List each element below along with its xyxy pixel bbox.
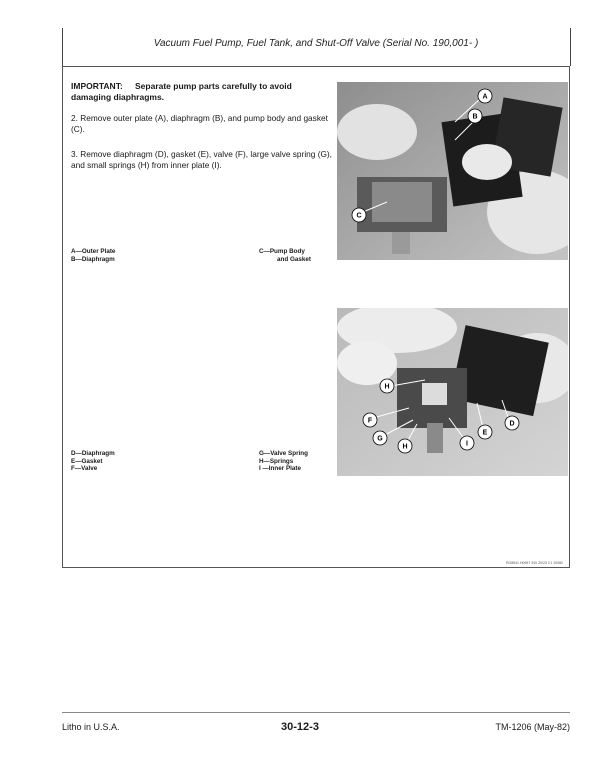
legend-item: D—Diaphragm — [71, 450, 115, 457]
photo-outer-plate-removal — [337, 82, 568, 260]
legend-item: C—Pump Body — [259, 248, 305, 255]
callout-h-lower: H — [402, 443, 408, 451]
legend-bottom-left — [71, 450, 115, 473]
page-header-title: Vacuum Fuel Pump, Fuel Tank, and Shut-Off Valve (Serial No. 190,001- ) — [153, 38, 479, 49]
manual-id: TM-1206 (May-82) — [495, 722, 570, 732]
callout-b: B — [472, 113, 478, 121]
legend-top-left — [71, 248, 115, 263]
callout-d: D — [509, 420, 515, 428]
legend-item: A—Outer Plate — [71, 248, 116, 255]
callout-g: G — [377, 435, 383, 443]
callout-f: F — [367, 417, 373, 425]
legend-item: and Gasket — [277, 255, 311, 263]
step-2: 2. Remove outer plate (A), diaphragm (B), and pump body and gasket (C). — [71, 113, 328, 134]
photo-2-callouts — [337, 308, 568, 476]
legend-item: I —Inner Plate — [259, 465, 301, 473]
footer-rule — [62, 712, 570, 713]
figure-code: RG8541 H0957 200 20/23 C1 10082 — [505, 561, 563, 565]
photo-inner-plate-parts — [337, 308, 568, 476]
step-3: 3. Remove diaphragm (D), gasket (E), valve (F), large valve spring (G), and small springs (H) from inner plate (I). — [71, 149, 332, 170]
callout-e: E — [482, 429, 488, 437]
frame-right-line — [570, 28, 571, 66]
photo-1-callouts — [337, 82, 568, 260]
procedure-panel — [62, 66, 570, 568]
legend-item: E—Gasket — [71, 457, 103, 465]
important-lead: IMPORTANT: — [71, 81, 123, 91]
footer-print-location: Litho in U.S.A. — [62, 722, 120, 732]
legend-item: G—Valve Spring — [259, 450, 308, 457]
legend-top-right — [259, 248, 311, 263]
callout-c: C — [356, 212, 362, 220]
legend-bottom-right — [259, 450, 308, 473]
legend-item: F—Valve — [71, 465, 98, 473]
callout-i: I — [466, 440, 468, 448]
legend-item: B—Diaphragm — [71, 255, 115, 263]
legend-item: H—Springs — [259, 457, 294, 465]
callout-a: A — [482, 93, 488, 101]
important-text: Separate pump parts carefully to avoid damaging diaphragms. — [71, 81, 292, 102]
page-number: 30-12-3 — [281, 721, 319, 733]
important-note — [71, 81, 333, 102]
callout-h-upper: H — [384, 383, 390, 391]
